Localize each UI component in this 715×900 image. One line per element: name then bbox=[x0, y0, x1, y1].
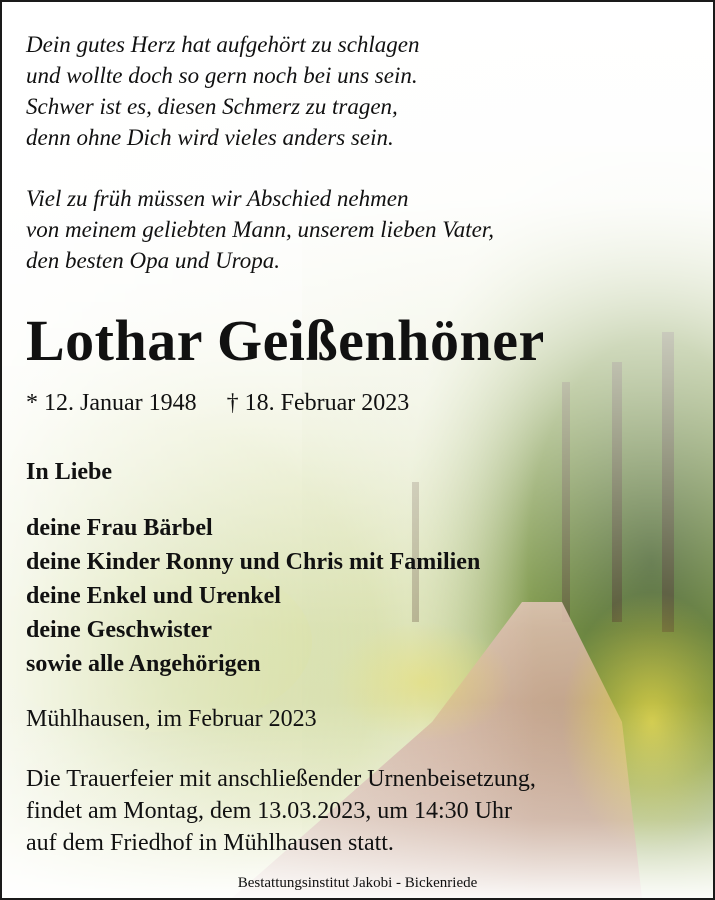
funeral-service-info bbox=[26, 763, 536, 859]
deceased-name: Lothar Geißenhöner bbox=[26, 308, 545, 373]
poem-line: den besten Opa und Uropa. bbox=[26, 248, 281, 273]
poem-verse-1 bbox=[26, 29, 420, 153]
birth-date: * 12. Januar 1948 bbox=[26, 390, 197, 416]
poem-verse-2 bbox=[26, 183, 494, 276]
death-date: † 18. Februar 2023 bbox=[226, 390, 410, 416]
poem-line: Dein gutes Herz hat aufgehört zu schlagen bbox=[26, 32, 420, 57]
service-line: auf dem Friedhof in Mühlhausen statt. bbox=[26, 830, 394, 856]
in-liebe-heading: In Liebe bbox=[26, 459, 113, 485]
mourner-entry: deine Frau Bärbel bbox=[26, 515, 213, 541]
mourner-entry: sowie alle Angehörigen bbox=[26, 651, 261, 677]
poem-line: Viel zu früh müssen wir Abschied nehmen bbox=[26, 186, 409, 211]
mourners-list bbox=[26, 511, 480, 681]
service-line: findet am Montag, dem 13.03.2023, um 14:30 Uhr bbox=[26, 798, 512, 824]
life-dates bbox=[26, 390, 409, 417]
poem-line: Schwer ist es, diesen Schmerz zu tragen, bbox=[26, 94, 398, 119]
mourner-entry: deine Enkel und Urenkel bbox=[26, 583, 281, 609]
service-line: Die Trauerfeier mit anschließender Urnenbeisetzung, bbox=[26, 766, 536, 792]
poem-line: und wollte doch so gern noch bei uns sein. bbox=[26, 63, 418, 88]
poem-line: von meinem geliebten Mann, unserem lieben Vater, bbox=[26, 217, 494, 242]
mourner-entry: deine Geschwister bbox=[26, 617, 212, 643]
funeral-home-footer: Bestattungsinstitut Jakobi - Bickenriede bbox=[237, 875, 478, 891]
place-and-date: Mühlhausen, im Februar 2023 bbox=[26, 706, 317, 732]
poem-line: denn ohne Dich wird vieles anders sein. bbox=[26, 125, 394, 150]
mourner-entry: deine Kinder Ronny und Chris mit Familien bbox=[26, 549, 481, 575]
